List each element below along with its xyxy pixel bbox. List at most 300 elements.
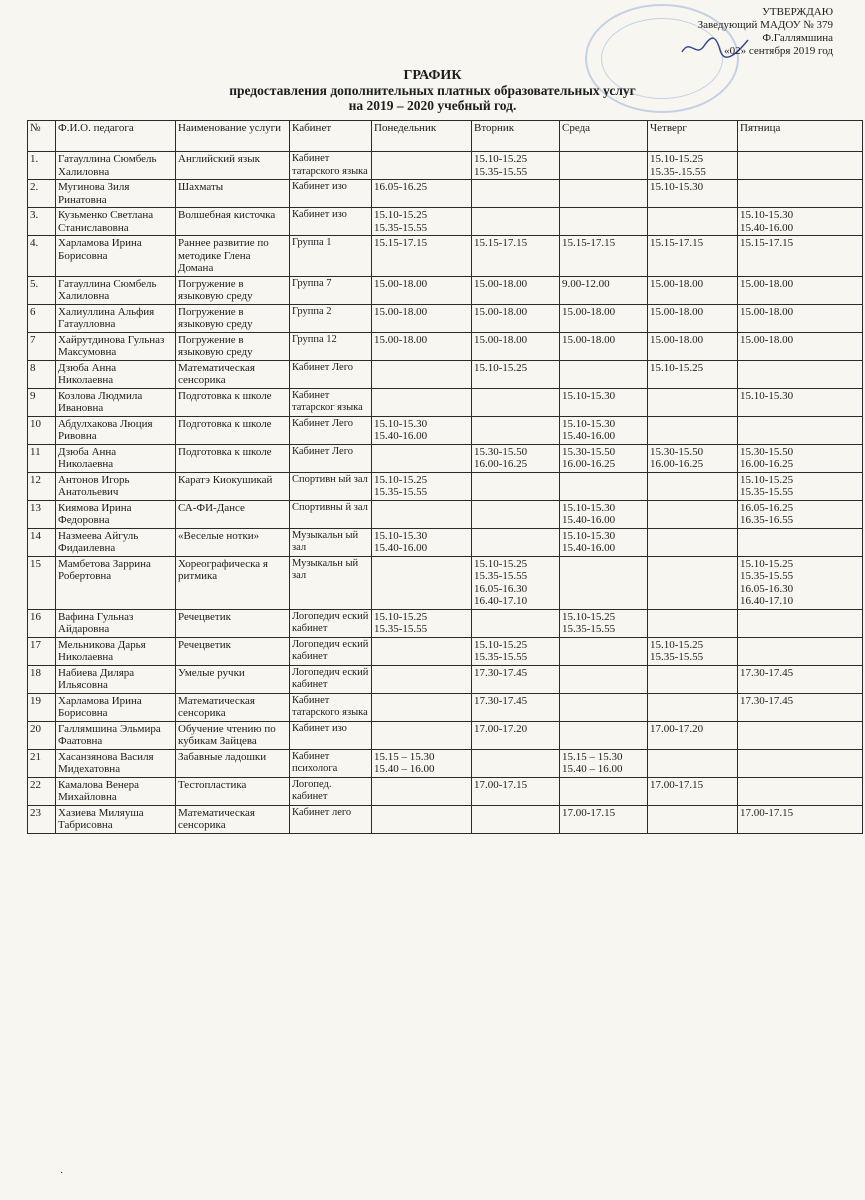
cell-friday (738, 236, 863, 277)
time-slot: 17.00-17.15 (474, 778, 528, 791)
time-slot: 15.10-15.30 (562, 529, 616, 542)
time-slot: 17.30-17.45 (474, 694, 528, 707)
header-monday: Понедельник (372, 121, 472, 152)
time-slot: 15.35-15.55 (474, 651, 528, 663)
time-slot: 15.10-15.30 (374, 529, 428, 542)
cell-wednesday (560, 721, 648, 749)
cell-service (176, 693, 290, 721)
time-slot: 16.05-16.25 (374, 181, 428, 193)
cell-tuesday (472, 360, 560, 388)
table-row (28, 528, 863, 556)
cell-service-text: Погружение в языковую среду (178, 277, 253, 302)
cell-friday (738, 693, 863, 721)
cell-service (176, 721, 290, 749)
cell-room (290, 304, 372, 332)
cell-teacher (56, 152, 176, 180)
header-row (28, 121, 863, 152)
cell-friday (738, 805, 863, 833)
cell-thursday (648, 500, 738, 528)
time-slot: 15.30-15.50 (650, 445, 704, 458)
cell-service-text: «Веселые нотки» (178, 529, 260, 542)
cell-service-text: Умелые ручки (178, 666, 245, 679)
cell-wednesday (560, 332, 648, 360)
cell-service (176, 637, 290, 665)
header-thursday: Четверг (648, 121, 738, 152)
cell-service-text: Английский язык (178, 153, 260, 165)
cell-thursday (648, 777, 738, 805)
cell-teacher-text: Антонов Игорь Анатольевич (58, 473, 130, 498)
approval-line: Ф.Галлямшина (762, 32, 833, 44)
cell-tuesday (472, 665, 560, 693)
cell-service (176, 388, 290, 416)
approval-block (698, 6, 833, 58)
table-row (28, 208, 863, 236)
cell-service (176, 444, 290, 472)
table-row (28, 609, 863, 637)
cell-teacher-text: Абдулхакова Люция Ривовна (58, 417, 153, 442)
time-slot: 15.10-15.30 (740, 209, 794, 221)
time-slot: 15.15-17.15 (374, 237, 428, 249)
time-slot: 16.40-17.10 (740, 595, 794, 607)
time-slot: 15.00-18.00 (474, 305, 528, 318)
cell-tuesday (472, 528, 560, 556)
time-slot: 15.10-15.30 (562, 417, 616, 430)
cell-num (28, 805, 56, 833)
table-row (28, 749, 863, 777)
cell-friday (738, 360, 863, 388)
cell-monday (372, 332, 472, 360)
cell-service-text: Погружение в языковую среду (178, 305, 253, 330)
cell-tuesday (472, 609, 560, 637)
cell-num-text: 17 (30, 638, 41, 651)
cell-monday (372, 208, 472, 236)
time-slot: 15.10-15.25 (650, 361, 704, 374)
cell-monday (372, 236, 472, 277)
cell-teacher (56, 304, 176, 332)
cell-teacher (56, 416, 176, 444)
cell-tuesday (472, 332, 560, 360)
time-slot: 15.10-15.25 (740, 557, 794, 570)
time-slot: 15.00-18.00 (562, 333, 616, 346)
cell-tuesday (472, 180, 560, 208)
cell-friday (738, 152, 863, 180)
cell-thursday (648, 304, 738, 332)
table-row (28, 805, 863, 833)
cell-teacher-text: Мамбетова Заррина Робертовна (58, 557, 151, 582)
table-row (28, 777, 863, 805)
cell-num (28, 472, 56, 500)
cell-num-text: 3. (30, 209, 39, 221)
cell-service-text: Каратэ Киокушикай (178, 473, 273, 486)
cell-num (28, 721, 56, 749)
cell-room (290, 749, 372, 777)
cell-service-text: Тестопластика (178, 778, 247, 791)
time-slot: 16.00-16.25 (474, 458, 528, 470)
cell-friday (738, 749, 863, 777)
time-slot: 16.05-16.30 (740, 582, 794, 595)
cell-num-text: 7 (30, 333, 36, 346)
cell-tuesday (472, 777, 560, 805)
time-slot: 15.00-18.00 (740, 305, 794, 318)
table-row (28, 693, 863, 721)
time-slot: 15.10-15.25 (474, 361, 528, 374)
cell-room-text: Спортивн ый зал (292, 473, 368, 485)
table-row (28, 180, 863, 208)
cell-tuesday (472, 556, 560, 609)
cell-service-text: Речецветик (178, 610, 231, 623)
cell-thursday (648, 472, 738, 500)
cell-teacher (56, 665, 176, 693)
cell-teacher (56, 637, 176, 665)
time-slot: 17.00-17.15 (740, 806, 794, 819)
cell-tuesday (472, 637, 560, 665)
cell-room-text: Кабинет татарског языка (292, 389, 363, 413)
cell-friday (738, 721, 863, 749)
cell-service-text: Хореографическа я ритмика (178, 557, 268, 582)
time-slot: 15.35-15.55 (740, 486, 794, 498)
time-slot: 15.10-15.25 (740, 473, 794, 486)
cell-room (290, 180, 372, 208)
cell-num (28, 665, 56, 693)
cell-wednesday (560, 777, 648, 805)
cell-room-text: Кабинет изо (292, 722, 347, 734)
time-slot: 15.10-15.30 (650, 181, 704, 193)
time-slot: 15.40-16.00 (562, 514, 616, 526)
cell-room-text: Кабинет Лего (292, 361, 353, 373)
cell-teacher (56, 472, 176, 500)
cell-thursday (648, 444, 738, 472)
cell-wednesday (560, 444, 648, 472)
cell-service (176, 472, 290, 500)
cell-service (176, 528, 290, 556)
header-room: Кабинет (290, 121, 372, 152)
cell-teacher-text: Хайрутдинова Гульназ Максумовна (58, 333, 165, 358)
cell-num (28, 304, 56, 332)
cell-num-text: 22 (30, 778, 41, 791)
cell-monday (372, 180, 472, 208)
cell-teacher-text: Хазиева Миляуша Табрисовна (58, 806, 144, 831)
time-slot: 15.35-15.55 (374, 221, 428, 234)
cell-monday (372, 665, 472, 693)
cell-monday (372, 556, 472, 609)
time-slot: 15.35-.15.55 (650, 165, 706, 178)
cell-service (176, 609, 290, 637)
time-slot: 15.30-15.50 (562, 445, 616, 458)
cell-teacher-text: Халиуллина Альфия Гатаулловна (58, 305, 155, 330)
title-line-3: на 2019 – 2020 учебный год. (348, 98, 517, 113)
time-slot: 16.00-16.25 (740, 458, 794, 470)
cell-num (28, 360, 56, 388)
cell-wednesday (560, 528, 648, 556)
cell-room-text: Музыкальн ый зал (292, 529, 359, 553)
header-tuesday: Вторник (472, 121, 560, 152)
cell-monday (372, 693, 472, 721)
cell-room (290, 693, 372, 721)
cell-num (28, 749, 56, 777)
time-slot: 15.40-16.00 (562, 542, 616, 554)
header-wednesday: Среда (560, 121, 648, 152)
cell-wednesday (560, 749, 648, 777)
cell-service (176, 805, 290, 833)
time-slot: 15.30-15.50 (474, 445, 528, 458)
cell-teacher-text: Гатауллина Сюмбель Халиловна (58, 277, 157, 302)
cell-thursday (648, 556, 738, 609)
cell-room (290, 777, 372, 805)
cell-room-text: Кабинет Лего (292, 417, 353, 429)
cell-wednesday (560, 416, 648, 444)
time-slot: 16.05-16.30 (474, 582, 528, 595)
cell-service-text: Подготовка к школе (178, 389, 272, 402)
time-slot: 15.00-18.00 (650, 333, 704, 346)
cell-monday (372, 416, 472, 444)
time-slot: 15.30-15.50 (740, 445, 794, 458)
time-slot: 15.15-17.15 (650, 237, 704, 249)
time-slot: 15.35-15.55 (374, 486, 428, 498)
cell-teacher (56, 721, 176, 749)
cell-num (28, 152, 56, 180)
time-slot: 15.40-16.00 (562, 430, 616, 442)
cell-thursday (648, 609, 738, 637)
time-slot: 16.35-16.55 (740, 514, 794, 526)
table-row (28, 304, 863, 332)
time-slot: 17.30-17.45 (740, 694, 794, 707)
cell-room (290, 360, 372, 388)
cell-teacher (56, 609, 176, 637)
cell-room-text: Логопед. кабинет (292, 778, 332, 802)
time-slot: 15.40-16.00 (740, 221, 794, 234)
time-slot: 15.00-18.00 (474, 277, 528, 290)
cell-monday (372, 609, 472, 637)
cell-service (176, 236, 290, 277)
cell-teacher (56, 332, 176, 360)
cell-room (290, 208, 372, 236)
table-row (28, 152, 863, 180)
time-slot: 15.15-17.15 (562, 237, 616, 249)
time-slot: 15.15-17.15 (474, 237, 528, 249)
cell-wednesday (560, 388, 648, 416)
cell-tuesday (472, 388, 560, 416)
cell-room (290, 500, 372, 528)
time-slot: 17.00-17.20 (474, 722, 528, 735)
cell-teacher-text: Козлова Людмила Ивановна (58, 389, 143, 414)
time-slot: 15.10-15.25 (474, 557, 528, 570)
cell-thursday (648, 332, 738, 360)
time-slot: 17.00-17.15 (650, 778, 704, 791)
cell-wednesday (560, 637, 648, 665)
cell-teacher (56, 360, 176, 388)
time-slot: 15.10-15.25 (650, 153, 704, 165)
time-slot: 15.10-15.30 (740, 389, 794, 402)
time-slot: 15.35-15.55 (562, 623, 616, 635)
time-slot: 15.00-18.00 (374, 333, 428, 346)
cell-room-text: Логопедич еский кабинет (292, 666, 369, 690)
cell-friday (738, 180, 863, 208)
time-slot: 15.00-18.00 (374, 305, 428, 318)
cell-room (290, 276, 372, 304)
cell-service (176, 152, 290, 180)
cell-service (176, 332, 290, 360)
cell-num (28, 693, 56, 721)
cell-monday (372, 276, 472, 304)
cell-monday (372, 749, 472, 777)
time-slot: 15.40-16.00 (374, 542, 428, 554)
cell-thursday (648, 749, 738, 777)
cell-teacher (56, 236, 176, 277)
cell-monday (372, 388, 472, 416)
cell-tuesday (472, 805, 560, 833)
cell-num-text: 16 (30, 610, 41, 623)
cell-service-text: Математическая сенсорика (178, 361, 255, 386)
cell-wednesday (560, 152, 648, 180)
time-slot: 15.10-15.30 (562, 389, 616, 402)
cell-friday (738, 388, 863, 416)
time-slot: 16.00-16.25 (562, 458, 616, 470)
table-row (28, 721, 863, 749)
cell-room-text: Кабинет психолога (292, 750, 338, 774)
cell-teacher (56, 180, 176, 208)
cell-thursday (648, 208, 738, 236)
cell-room-text: Кабинет Лего (292, 445, 353, 457)
table-row (28, 360, 863, 388)
cell-friday (738, 208, 863, 236)
cell-tuesday (472, 721, 560, 749)
cell-tuesday (472, 416, 560, 444)
cell-teacher (56, 444, 176, 472)
cell-num-text: 20 (30, 722, 41, 735)
cell-num-text: 4. (30, 237, 39, 249)
cell-teacher (56, 528, 176, 556)
cell-friday (738, 416, 863, 444)
cell-thursday (648, 693, 738, 721)
cell-num-text: 14 (30, 529, 41, 542)
time-slot: 15.00-18.00 (740, 333, 794, 346)
header-num: № (28, 121, 56, 152)
cell-teacher-text: Дзюба Анна Николаевна (58, 361, 117, 386)
cell-service-text: Обучение чтению по кубикам Зайцева (178, 722, 276, 747)
cell-monday (372, 777, 472, 805)
cell-monday (372, 500, 472, 528)
cell-tuesday (472, 693, 560, 721)
approval-line: Заведующий МАДОУ № 379 (697, 19, 833, 31)
table-row (28, 236, 863, 277)
table-row (28, 332, 863, 360)
schedule-body (28, 152, 863, 834)
cell-teacher (56, 693, 176, 721)
header-service: Наименование услуги (176, 121, 290, 152)
cell-tuesday (472, 472, 560, 500)
time-slot: 15.00-18.00 (474, 333, 528, 346)
cell-monday (372, 528, 472, 556)
cell-num-text: 10 (30, 417, 41, 430)
cell-num-text: 13 (30, 501, 41, 514)
header-friday: Пятница (738, 121, 863, 152)
cell-thursday (648, 637, 738, 665)
cell-service-text: Погружение в языковую среду (178, 333, 253, 358)
cell-thursday (648, 236, 738, 277)
cell-thursday (648, 388, 738, 416)
cell-service (176, 304, 290, 332)
cell-teacher-text: Харламова Ирина Борисовна (58, 237, 142, 262)
cell-wednesday (560, 236, 648, 277)
page-mark: · (60, 1168, 64, 1179)
cell-tuesday (472, 236, 560, 277)
cell-room-text: Логопедич еский кабинет (292, 610, 369, 634)
cell-friday (738, 528, 863, 556)
cell-tuesday (472, 444, 560, 472)
cell-monday (372, 472, 472, 500)
cell-wednesday (560, 805, 648, 833)
cell-num (28, 236, 56, 277)
approval-line: УТВЕРЖДАЮ (762, 6, 833, 18)
cell-num-text: 18 (30, 666, 41, 679)
cell-num (28, 444, 56, 472)
cell-room (290, 388, 372, 416)
cell-teacher-text: Мугинова Зиля Ринатовна (58, 181, 130, 206)
cell-room (290, 444, 372, 472)
time-slot: 17.00-17.20 (650, 722, 704, 735)
time-slot: 15.35-15.55 (374, 623, 428, 635)
table-row (28, 276, 863, 304)
cell-service-text: Подготовка к школе (178, 445, 272, 458)
cell-monday (372, 721, 472, 749)
cell-friday (738, 500, 863, 528)
cell-room-text: Логопедич еский кабинет (292, 638, 369, 662)
cell-num (28, 637, 56, 665)
time-slot: 16.00-16.25 (650, 458, 704, 470)
time-slot: 15.15-17.15 (740, 237, 794, 249)
time-slot: 15.35-15.55 (650, 651, 704, 663)
time-slot: 15.35-15.55 (474, 570, 528, 582)
cell-num-text: 9 (30, 389, 36, 402)
time-slot: 15.00-18.00 (650, 277, 704, 290)
cell-num-text: 21 (30, 750, 41, 763)
time-slot: 15.35-15.55 (474, 165, 528, 178)
cell-room (290, 332, 372, 360)
cell-service-text: Подготовка к школе (178, 417, 272, 430)
cell-tuesday (472, 208, 560, 236)
cell-wednesday (560, 276, 648, 304)
cell-service-text: СА-ФИ-Дансе (178, 501, 245, 514)
cell-num-text: 8 (30, 361, 36, 374)
cell-thursday (648, 180, 738, 208)
cell-room (290, 152, 372, 180)
time-slot: 15.10-15.30 (374, 417, 428, 430)
cell-thursday (648, 805, 738, 833)
cell-tuesday (472, 749, 560, 777)
cell-teacher (56, 777, 176, 805)
cell-room-text: Кабинет татарского языка (292, 694, 368, 718)
title-line-2: предоставления дополнительных платных образовательных услуг (229, 83, 636, 98)
cell-friday (738, 609, 863, 637)
cell-service (176, 208, 290, 236)
time-slot: 15.10-15.25 (650, 638, 704, 651)
cell-thursday (648, 276, 738, 304)
cell-friday (738, 472, 863, 500)
cell-monday (372, 152, 472, 180)
cell-room-text: Группа 7 (292, 277, 332, 289)
cell-num-text: 15 (30, 557, 41, 570)
cell-teacher-text: Гатауллина Сюмбель Халиловна (58, 153, 157, 178)
time-slot: 15.10-15.25 (374, 209, 428, 221)
cell-room (290, 416, 372, 444)
table-row (28, 388, 863, 416)
time-slot: 16.40-17.10 (474, 595, 528, 607)
cell-teacher-text: Вафина Гульназ Айдаровна (58, 610, 134, 635)
cell-num (28, 609, 56, 637)
time-slot: 15.10-15.25 (562, 610, 616, 623)
cell-teacher (56, 805, 176, 833)
cell-teacher (56, 749, 176, 777)
